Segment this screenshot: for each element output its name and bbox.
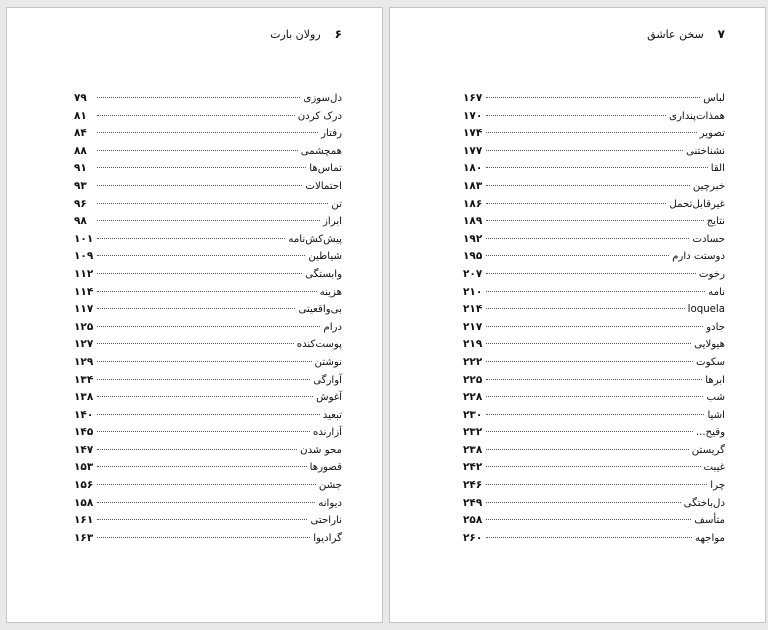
toc-entry-page: ۸۱: [74, 109, 87, 122]
dot-leader: [486, 326, 703, 327]
toc-entry: [74, 338, 342, 356]
toc-entry: [74, 198, 342, 216]
toc-entry-title: ابرها: [705, 374, 725, 386]
toc-entry: [463, 286, 725, 304]
dot-leader: [97, 255, 305, 256]
toc-entry-title: دوستت دارم: [672, 251, 725, 263]
toc-entry-page: ۱۱۲: [74, 267, 94, 280]
dot-leader: [97, 396, 313, 397]
toc-entry-page: ۱۳۸: [74, 391, 94, 404]
toc-entry: [463, 497, 725, 515]
toc-entry-title: حسادت: [692, 233, 725, 245]
dot-leader: [97, 220, 320, 221]
toc-entry-page: ۲۱۰: [463, 285, 483, 298]
toc-entry: [74, 479, 342, 497]
toc-entry-page: ۲۲۵: [463, 373, 483, 386]
toc-entry: [74, 391, 342, 409]
left-toc-list: [74, 92, 342, 549]
toc-entry-page: ۹۶: [74, 197, 87, 210]
toc-entry-page: ۱۵۶: [74, 479, 94, 492]
toc-entry-page: ۱۲۹: [74, 355, 94, 368]
toc-entry-title: غیبت: [703, 462, 725, 474]
toc-entry-title: جشن: [318, 480, 342, 492]
toc-entry-page: ۱۵۳: [74, 461, 94, 474]
right-toc-list: [463, 92, 725, 549]
dot-leader: [97, 167, 306, 168]
toc-entry: [463, 321, 725, 339]
toc-entry-title: شب: [706, 392, 725, 404]
dot-leader: [97, 379, 310, 380]
toc-entry-page: ۱۱۷: [74, 303, 94, 316]
toc-entry: [74, 180, 342, 198]
toc-entry: [74, 426, 342, 444]
right-page: [389, 7, 766, 623]
dot-leader: [97, 203, 328, 204]
toc-entry: [74, 497, 342, 515]
toc-entry-page: ۱۲۵: [74, 320, 94, 333]
dot-leader: [97, 97, 300, 98]
toc-entry-title: اشیا: [707, 409, 725, 421]
toc-entry-title: تبعید: [322, 409, 342, 421]
toc-entry-title: نوشتن: [314, 356, 342, 368]
dot-leader: [486, 537, 692, 538]
toc-entry-title: رفتار: [321, 128, 342, 140]
toc-entry: [74, 514, 342, 532]
right-page-number: ۷: [717, 27, 725, 41]
toc-entry: [463, 127, 725, 145]
toc-entry-title: ابراز: [322, 216, 342, 228]
toc-entry-title: همذات‌پنداری: [668, 110, 725, 122]
toc-entry: [463, 180, 725, 198]
toc-entry: [463, 338, 725, 356]
dot-leader: [486, 185, 690, 186]
dot-leader: [97, 431, 310, 432]
dot-leader: [486, 220, 704, 221]
toc-entry-title: همچشمی: [300, 145, 342, 157]
toc-entry: [463, 391, 725, 409]
toc-entry-page: ۱۹۲: [463, 232, 483, 245]
toc-entry-title: ناراحتی: [310, 515, 342, 527]
dot-leader: [97, 449, 297, 450]
toc-entry: [463, 303, 725, 321]
toc-entry: [463, 479, 725, 497]
dot-leader: [486, 502, 681, 503]
toc-entry-title: هزینه: [319, 286, 342, 298]
toc-entry: [74, 461, 342, 479]
dot-leader: [97, 185, 302, 186]
dot-leader: [486, 449, 689, 450]
dot-leader: [486, 519, 691, 520]
dot-leader: [486, 255, 669, 256]
toc-entry: [74, 444, 342, 462]
toc-entry-title: وقیح...: [695, 427, 725, 439]
toc-entry-title: آوارگی: [313, 374, 342, 386]
toc-entry: [74, 162, 342, 180]
left-page-number: ۶: [334, 27, 342, 41]
toc-entry: [74, 303, 342, 321]
toc-entry: [463, 215, 725, 233]
toc-entry-page: ۱۷۷: [463, 144, 483, 157]
dot-leader: [97, 484, 316, 485]
dot-leader: [486, 361, 693, 362]
toc-entry-title: احتمالات: [305, 180, 342, 192]
toc-entry-title: تن: [331, 198, 342, 210]
dot-leader: [486, 396, 703, 397]
toc-entry-page: ۲۱۷: [463, 320, 483, 333]
left-page: [6, 7, 383, 623]
dot-leader: [486, 484, 707, 485]
toc-entry-title: لباس: [703, 93, 725, 104]
toc-entry-page: ۸۴: [74, 127, 87, 140]
toc-entry-page: ۲۴۶: [463, 479, 483, 492]
toc-entry-title: گرادیوا: [313, 532, 342, 544]
toc-entry-page: ۲۰۷: [463, 267, 483, 280]
toc-entry: [74, 233, 342, 251]
toc-entry: [74, 321, 342, 339]
dot-leader: [97, 414, 320, 415]
toc-entry-page: ۱۸۹: [463, 215, 483, 228]
toc-entry-page: ۱۸۰: [463, 162, 483, 175]
toc-entry-title: رخوت: [698, 268, 725, 280]
dot-leader: [486, 379, 702, 380]
toc-entry: [74, 356, 342, 374]
toc-entry: [74, 145, 342, 163]
toc-entry-title: آزارنده: [312, 427, 342, 439]
toc-entry-page: ۷۹: [74, 92, 87, 104]
toc-entry: [74, 409, 342, 427]
dot-leader: [486, 308, 685, 309]
toc-entry: [463, 461, 725, 479]
toc-entry-title: تماس‌ها: [309, 163, 342, 175]
toc-entry-title: درک کردن: [297, 110, 342, 122]
toc-entry-page: ۹۱: [74, 162, 87, 175]
toc-entry-page: ۱۸۶: [463, 197, 483, 210]
toc-entry-title: نتایج: [706, 216, 725, 228]
toc-entry-page: ۱۰۱: [74, 232, 94, 245]
toc-entry: [463, 514, 725, 532]
dot-leader: [97, 466, 307, 467]
toc-entry: [463, 250, 725, 268]
toc-entry-page: ۲۴۲: [463, 461, 483, 474]
toc-entry-page: ۱۷۴: [463, 127, 483, 140]
dot-leader: [97, 273, 302, 274]
toc-entry-title: نشناختنی: [685, 145, 725, 157]
dot-leader: [486, 343, 691, 344]
toc-entry-page: ۲۵۸: [463, 514, 483, 527]
toc-entry-title: مواجهه: [694, 532, 725, 544]
toc-entry: [74, 268, 342, 286]
toc-entry: [463, 110, 725, 128]
toc-entry-title: وابستگی: [305, 268, 342, 280]
dot-leader: [97, 150, 298, 151]
dot-leader: [486, 97, 700, 98]
toc-entry-page: ۱۶۳: [74, 531, 94, 544]
toc-entry-title: قصورها: [309, 462, 342, 474]
toc-entry: [463, 233, 725, 251]
toc-entry: [463, 532, 725, 550]
toc-entry: [463, 374, 725, 392]
toc-entry-page: ۹۸: [74, 215, 87, 228]
toc-entry: [74, 215, 342, 233]
dot-leader: [486, 167, 708, 168]
dot-leader: [486, 273, 696, 274]
toc-entry-title: پیش‌کش‌نامه: [288, 233, 342, 245]
toc-entry-page: ۲۲۲: [463, 355, 483, 368]
toc-entry-page: ۱۶۱: [74, 514, 94, 527]
toc-entry: [463, 92, 725, 110]
toc-entry: [463, 268, 725, 286]
toc-entry-page: ۱۹۵: [463, 250, 483, 263]
toc-entry-title: غیرقابل‌تحمل: [669, 198, 725, 210]
toc-entry: [463, 356, 725, 374]
toc-entry-page: ۲۶۰: [463, 531, 483, 544]
toc-entry-title: محو شدن: [300, 444, 342, 456]
toc-entry: [74, 374, 342, 392]
toc-entry-title: گریستن: [691, 444, 725, 456]
toc-entry: [463, 426, 725, 444]
toc-entry-title: خبرچین: [692, 180, 725, 192]
toc-entry-page: ۱۳۴: [74, 373, 94, 386]
toc-entry: [463, 198, 725, 216]
toc-entry-page: ۱۷۰: [463, 109, 483, 122]
right-page-header: [647, 27, 725, 41]
dot-leader: [97, 361, 312, 362]
toc-entry-title: متأسف: [694, 515, 725, 527]
toc-entry: [74, 250, 342, 268]
toc-entry-title: سکوت: [695, 356, 725, 368]
toc-entry-page: ۲۳۲: [463, 426, 483, 439]
toc-entry: [74, 110, 342, 128]
toc-entry-page: ۲۳۰: [463, 408, 483, 421]
toc-entry-page: ۲۴۹: [463, 496, 483, 509]
toc-entry-title: بی‌واقعیتی: [298, 304, 342, 316]
left-page-header: [270, 27, 342, 41]
dot-leader: [486, 431, 693, 432]
toc-entry: [463, 162, 725, 180]
dot-leader: [486, 466, 701, 467]
dot-leader: [97, 502, 315, 503]
toc-entry: [463, 444, 725, 462]
toc-entry-title: درام: [323, 321, 342, 333]
toc-entry-page: ۲۳۸: [463, 443, 483, 456]
dot-leader: [97, 343, 294, 344]
toc-entry-page: ۱۸۳: [463, 179, 483, 192]
toc-entry-page: ۱۴۷: [74, 443, 94, 456]
dot-leader: [97, 115, 295, 116]
toc-entry: [74, 127, 342, 145]
toc-entry-title: دیوانه: [318, 497, 342, 509]
toc-entry-page: ۹۳: [74, 179, 87, 192]
toc-entry-page: ۱۴۰: [74, 408, 94, 421]
dot-leader: [97, 537, 310, 538]
toc-entry: [463, 145, 725, 163]
dot-leader: [97, 291, 317, 292]
dot-leader: [97, 326, 320, 327]
toc-entry-page: ۱۴۵: [74, 426, 94, 439]
toc-entry: [74, 532, 342, 550]
toc-entry-page: ۲۲۸: [463, 391, 483, 404]
toc-entry-page: ۱۱۴: [74, 285, 94, 298]
dot-leader: [486, 115, 666, 116]
toc-entry-title: هیولایی: [694, 339, 725, 351]
dot-leader: [486, 291, 705, 292]
toc-entry-title: دل‌سوزی: [303, 93, 342, 104]
toc-entry-page: ۲۱۴: [463, 303, 483, 316]
toc-entry-title: القا: [710, 163, 725, 175]
dot-leader: [486, 203, 666, 204]
dot-leader: [97, 132, 318, 133]
toc-entry-title: تصویر: [699, 128, 725, 140]
toc-entry-title: چرا: [710, 480, 725, 492]
toc-entry-title: نامه: [708, 286, 725, 298]
left-page-running-title: رولان بارت: [270, 28, 321, 41]
toc-entry-title: شیاطین: [308, 251, 342, 263]
toc-entry: [463, 409, 725, 427]
toc-entry: [74, 92, 342, 110]
toc-entry-page: ۱۵۸: [74, 496, 94, 509]
toc-entry-title: جادو: [706, 321, 725, 333]
dot-leader: [97, 519, 307, 520]
toc-entry-page: ۱۰۹: [74, 250, 94, 263]
dot-leader: [97, 238, 285, 239]
toc-entry-page: ۱۶۷: [463, 92, 483, 104]
toc-entry-page: ۸۸: [74, 144, 87, 157]
dot-leader: [486, 132, 697, 133]
dot-leader: [486, 150, 683, 151]
toc-entry-page: ۲۱۹: [463, 338, 483, 351]
toc-entry-page: ۱۲۷: [74, 338, 94, 351]
right-page-running-title: سخن عاشق: [647, 28, 704, 41]
dot-leader: [486, 238, 689, 239]
dot-leader: [486, 414, 704, 415]
dot-leader: [97, 308, 295, 309]
toc-entry-title: دل‌باختگی: [683, 497, 725, 509]
toc-entry-title: پوست‌کنده: [296, 339, 342, 351]
toc-entry-title: آغوش: [316, 392, 342, 404]
toc-entry-title: loquela: [687, 304, 725, 316]
toc-entry: [74, 286, 342, 304]
